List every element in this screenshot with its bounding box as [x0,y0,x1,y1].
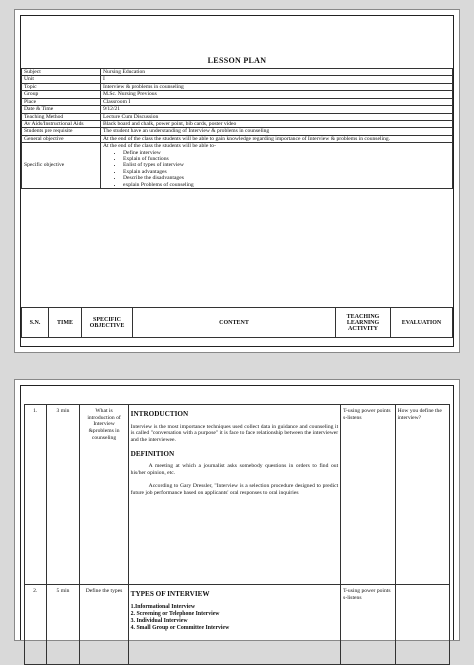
table-row [22,76,453,83]
row-label: Subject [22,69,101,76]
row-content [128,585,341,665]
table-row [22,69,453,76]
list-item: 1.Informational Interview [130,603,196,610]
introduction-text: Interview is the most importance techniques used collect data in guidance and counseling it is called "conversation with a purpose" it is face to face relationship between the interviewer and the interviewee. [130,423,339,444]
row-value: M.Sc. Nursing Previous [101,91,453,98]
row-value: Classroom I [101,98,453,105]
table-row [22,143,453,189]
list-item: 2. Screening or Telephone Interview [130,610,220,617]
specific-objective-label: Specific objective [22,143,101,189]
table-row [22,113,453,120]
types-heading: TYPES OF INTERVIEW [130,590,210,598]
row-value: Lecture Cum Discussion [101,113,453,120]
row-label: Group [22,91,101,98]
row-sn: 2. [25,585,47,665]
row-time: 3 min [46,405,80,585]
specific-objective-cell [101,143,453,189]
table-row [22,83,453,90]
definition-quote: According to Gary Dressler, "Interview is a selection procedure designed to predict future job performance based on applicants' oral responses to oral inquiries [130,482,339,496]
header-sn: S.N. [22,308,49,338]
table-row [22,91,453,98]
row-evaluation [395,585,449,665]
row-value: Black board and chalk, power point, bib cards, poster video [101,120,453,127]
row-evaluation: How you define the interview? [395,405,449,585]
row-time: 5 min [46,585,80,665]
header-content: CONTENT [133,308,336,338]
row-label: Date & Time [22,106,101,113]
row-activity: T-using power points s-listens [341,405,395,585]
list-item: 4. Small Group or Committee Interview [130,624,230,631]
row-value: The student have an understanding of Interview & problems in counseling [101,128,453,135]
header-evaluation: EVALUATION [391,308,453,338]
lesson-info-table [21,68,453,189]
list-item: • Explain of functions [123,156,450,162]
lesson-header-table [21,307,453,338]
page-title: LESSON PLAN [207,56,267,65]
definition-heading: DEFINITION [130,449,175,458]
table-row [22,98,453,105]
row-label: Students pre requisite [22,128,101,135]
header-specific-objective: SPECIFIC OBJECTIVE [82,308,133,338]
list-item: • Enlist of types of interview [123,162,450,168]
row-label: Topic [22,83,101,90]
row-label: Teaching Method [22,113,101,120]
row-value: 9/12/21 [101,106,453,113]
row-value: Nursing Education [101,69,453,76]
table-row [22,120,453,127]
header-activity: TEACHING LEARNING ACTIVITY [336,308,391,338]
list-item: • explain Problems of counseling [123,182,450,188]
row-value: I [101,76,453,83]
lesson-plan-page-2 [14,379,460,641]
table-row [25,405,450,585]
header-time: TIME [49,308,82,338]
specific-objective-intro: At the end of the class the students will be able to- [103,143,216,150]
row-specific-objective: Define the types [80,585,128,665]
table-row [22,106,453,113]
objective-list [103,150,450,189]
definition-text: A meeting at which a journalist asks somebody questions in orders to find out his/her opinion, etc. [130,463,339,477]
introduction-heading: INTRODUCTION [130,410,189,418]
lesson-content-table [24,404,450,665]
row-value: At the end of the class the students will be able to gain knowledge regarding importance of Interview & problems in counseling. [101,135,453,142]
table-row [25,585,450,665]
row-value: Interview & problems in counseling [101,83,453,90]
lesson-plan-page-1 [14,9,460,353]
row-label: Unit [22,76,101,83]
row-activity: T-using power points s-listens [341,585,395,665]
list-item: • Define interview [123,150,450,156]
row-label: Place [22,98,101,105]
table-row [22,128,453,135]
list-item: 3. Individual Interview [130,617,188,624]
list-item: • Describe the disadvantages [123,175,450,181]
table-row [22,135,453,142]
row-sn: 1. [25,405,47,585]
row-label: Av Aids/Instructional Aids [22,120,101,127]
row-specific-objective: What is introduction of Interview &problems in counseling [80,405,128,585]
row-content [128,405,341,585]
row-label: General objective [22,135,101,142]
list-item: • Explain advantages [123,169,450,175]
header-row [22,308,453,338]
